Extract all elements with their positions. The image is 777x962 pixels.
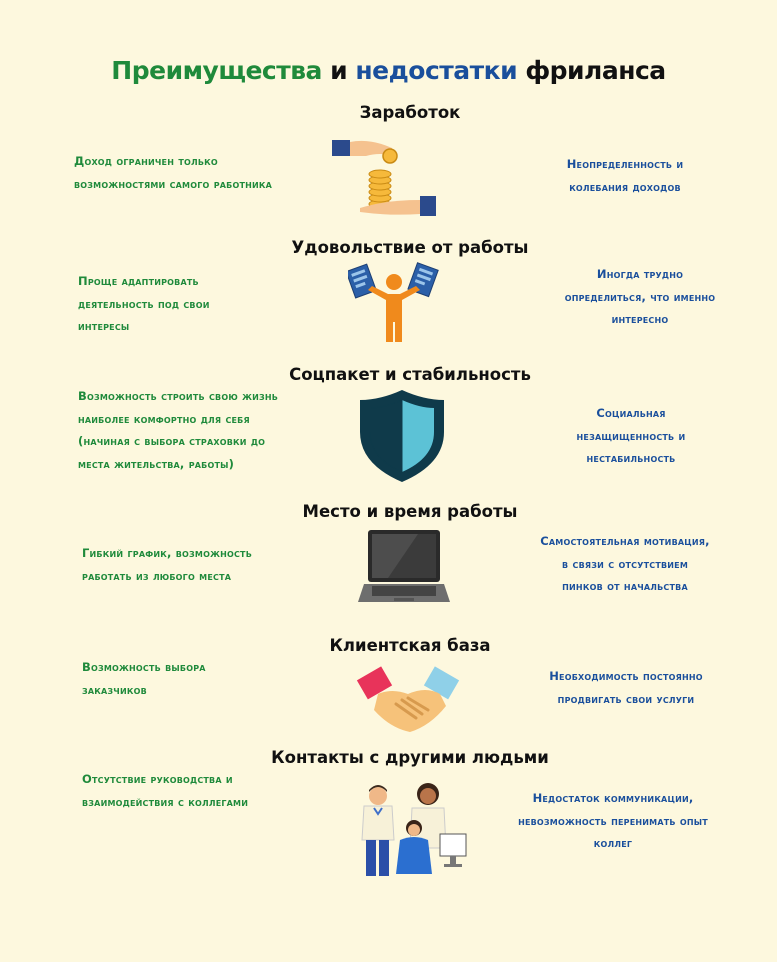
page-title xyxy=(0,56,777,85)
laptop-icon xyxy=(358,528,450,608)
section-heading-social: Соцпакет и стабильность xyxy=(289,365,531,384)
coins-hands-icon xyxy=(330,134,440,220)
section-heading-clients: Клиентская база xyxy=(329,636,491,655)
pro-social: Возможность строить свою жизнь наиболее комфортно для себя (начиная с выбора страховки до места жительства, работы) xyxy=(78,389,279,471)
pro-contacts: Отсутствие руководства и взаимодействия с коллегами xyxy=(82,772,249,809)
title-advantages: Преимущества xyxy=(111,56,322,85)
con-clients: Необходимость постоянно продвигать свои услуги xyxy=(549,669,703,706)
section-heading-earnings: Заработок xyxy=(359,103,461,122)
con-place-time: Самостоятельная мотивация, в связи с отсутствием пинков от начальства xyxy=(540,534,710,593)
con-contacts: Недостаток коммуникации, невозможность перенимать опыт коллег xyxy=(518,791,708,850)
title-freelance: фриланса xyxy=(517,56,666,85)
person-with-papers-icon xyxy=(348,262,440,344)
section-heading-contacts: Контакты с другими людьми xyxy=(271,748,549,767)
handshake-icon xyxy=(356,664,460,736)
title-and: и xyxy=(321,56,356,85)
shield-icon xyxy=(358,388,446,484)
pro-clients: Возможность выбора заказчиков xyxy=(82,660,206,697)
section-heading-satisfaction: Удовольствие от работы xyxy=(291,238,529,257)
pro-place-time: Гибкий график, возможность работать из любого места xyxy=(82,546,253,583)
title-disadvantages: недостатки xyxy=(355,56,518,85)
pro-satisfaction: Проще адаптировать деятельность под свои интересы xyxy=(78,274,210,333)
con-social: Социальная незащищенность и нестабильность xyxy=(576,406,686,465)
section-heading-place-time: Место и время работы xyxy=(302,502,518,521)
pro-earnings: Доход ограничен только возможностями самого работника xyxy=(74,154,273,191)
con-satisfaction: Иногда трудно определиться, что именно интересно xyxy=(564,267,716,326)
con-earnings: Неопределенность и колебания доходов xyxy=(566,157,684,194)
people-group-icon xyxy=(352,778,470,880)
